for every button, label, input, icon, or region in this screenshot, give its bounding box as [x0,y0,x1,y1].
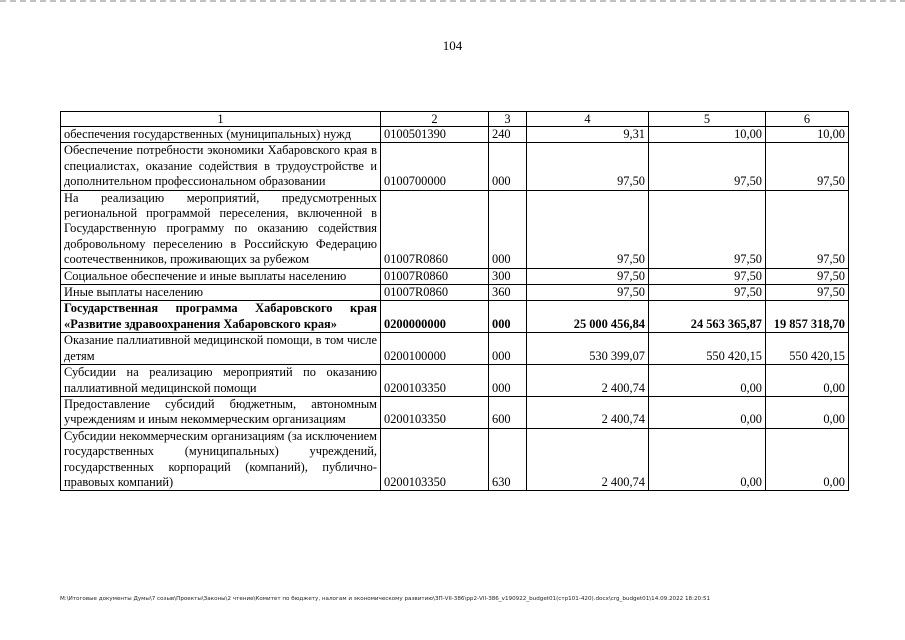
amount-cell: 97,50 [527,143,649,190]
amount-cell: 0,00 [649,365,766,397]
amount-cell: 97,50 [766,268,849,284]
page-number: 104 [442,38,463,53]
budget-table [60,111,849,491]
row-name-cell: обеспечения государственных (муниципальных) нужд [61,127,381,143]
expense-type-cell: 000 [489,301,527,333]
amount-cell: 97,50 [527,268,649,284]
amount-cell: 19 857 318,70 [766,301,849,333]
table-row [61,127,849,143]
column-header: 3 [489,112,527,127]
amount-cell: 24 563 365,87 [649,301,766,333]
amount-cell: 97,50 [649,143,766,190]
expense-type-cell: 630 [489,428,527,491]
column-header: 1 [61,112,381,127]
amount-cell: 2 400,74 [527,428,649,491]
amount-cell: 97,50 [649,285,766,301]
table-row [61,143,849,190]
amount-cell: 550 420,15 [766,333,849,365]
target-code-cell: 0100501390 [381,127,489,143]
table-row [61,365,849,397]
amount-cell: 550 420,15 [649,333,766,365]
amount-cell: 10,00 [649,127,766,143]
amount-cell: 97,50 [649,190,766,268]
amount-cell: 97,50 [527,285,649,301]
table-row [61,190,849,268]
expense-type-cell: 000 [489,190,527,268]
amount-cell: 97,50 [527,190,649,268]
amount-cell: 0,00 [649,428,766,491]
column-header: 4 [527,112,649,127]
column-header: 6 [766,112,849,127]
amount-cell: 25 000 456,84 [527,301,649,333]
expense-type-cell: 000 [489,333,527,365]
expense-type-cell: 000 [489,365,527,397]
table-header-row [61,112,849,127]
table-row [61,301,849,333]
amount-cell: 10,00 [766,127,849,143]
row-name-cell: Субсидии на реализацию мероприятий по оказанию паллиативной медицинской помощи [61,365,381,397]
target-code-cell: 0200103350 [381,396,489,428]
amount-cell: 0,00 [766,428,849,491]
target-code-cell: 01007R0860 [381,285,489,301]
table-row [61,268,849,284]
document-file-path: M:\Итоговые документы Думы\7 созыв\Проекты\Законы\2 чтение\Комитет по бюджету, налогам и экономическому развитию\ЗП-VII-386\рр2-VII-386_v190922_budget01(стр101-420).docx\crg_budget01\14.09.2022 18:20:51 [60,596,711,602]
table-row [61,396,849,428]
table-row [61,333,849,365]
row-name-cell: Иные выплаты населению [61,285,381,301]
column-header: 5 [649,112,766,127]
expense-type-cell: 240 [489,127,527,143]
row-name-cell: На реализацию мероприятий, предусмотренных региональной программой переселения, включенной в Государственную программу по оказанию содействия добровольному переселению в Российскую Федерацию соотечественников, проживающих за рубежом [61,190,381,268]
target-code-cell: 01007R0860 [381,190,489,268]
expense-type-cell: 360 [489,285,527,301]
amount-cell: 97,50 [649,268,766,284]
amount-cell: 530 399,07 [527,333,649,365]
expense-type-cell: 300 [489,268,527,284]
amount-cell: 0,00 [766,365,849,397]
row-name-cell: Субсидии некоммерческим организациям (за исключением государственных (муниципальных) учреждений, государственных корпораций (компаний), публично-правовых компаний) [61,428,381,491]
target-code-cell: 0200000000 [381,301,489,333]
row-name-cell: Предоставление субсидий бюджетным, автономным учреждениям и иным некоммерческим организациям [61,396,381,428]
amount-cell: 97,50 [766,285,849,301]
target-code-cell: 0200103350 [381,365,489,397]
row-name-cell: Оказание паллиативной медицинской помощи, в том числе детям [61,333,381,365]
column-header: 2 [381,112,489,127]
target-code-cell: 0100700000 [381,143,489,190]
scan-top-border [0,0,905,2]
row-name-cell: Социальное обеспечение и иные выплаты населению [61,268,381,284]
table-row [61,428,849,491]
amount-cell: 0,00 [649,396,766,428]
amount-cell: 97,50 [766,190,849,268]
amount-cell: 0,00 [766,396,849,428]
amount-cell: 9,31 [527,127,649,143]
target-code-cell: 0200100000 [381,333,489,365]
target-code-cell: 01007R0860 [381,268,489,284]
amount-cell: 2 400,74 [527,365,649,397]
amount-cell: 2 400,74 [527,396,649,428]
expense-type-cell: 600 [489,396,527,428]
row-name-cell: Обеспечение потребности экономики Хабаровского края в специалистах, оказание содействия в трудоустройстве и дополнительном профессиональном образовании [61,143,381,190]
target-code-cell: 0200103350 [381,428,489,491]
amount-cell: 97,50 [766,143,849,190]
table-row [61,285,849,301]
expense-type-cell: 000 [489,143,527,190]
row-name-cell: Государственная программа Хабаровского края «Развитие здравоохранения Хабаровского края» [61,301,381,333]
